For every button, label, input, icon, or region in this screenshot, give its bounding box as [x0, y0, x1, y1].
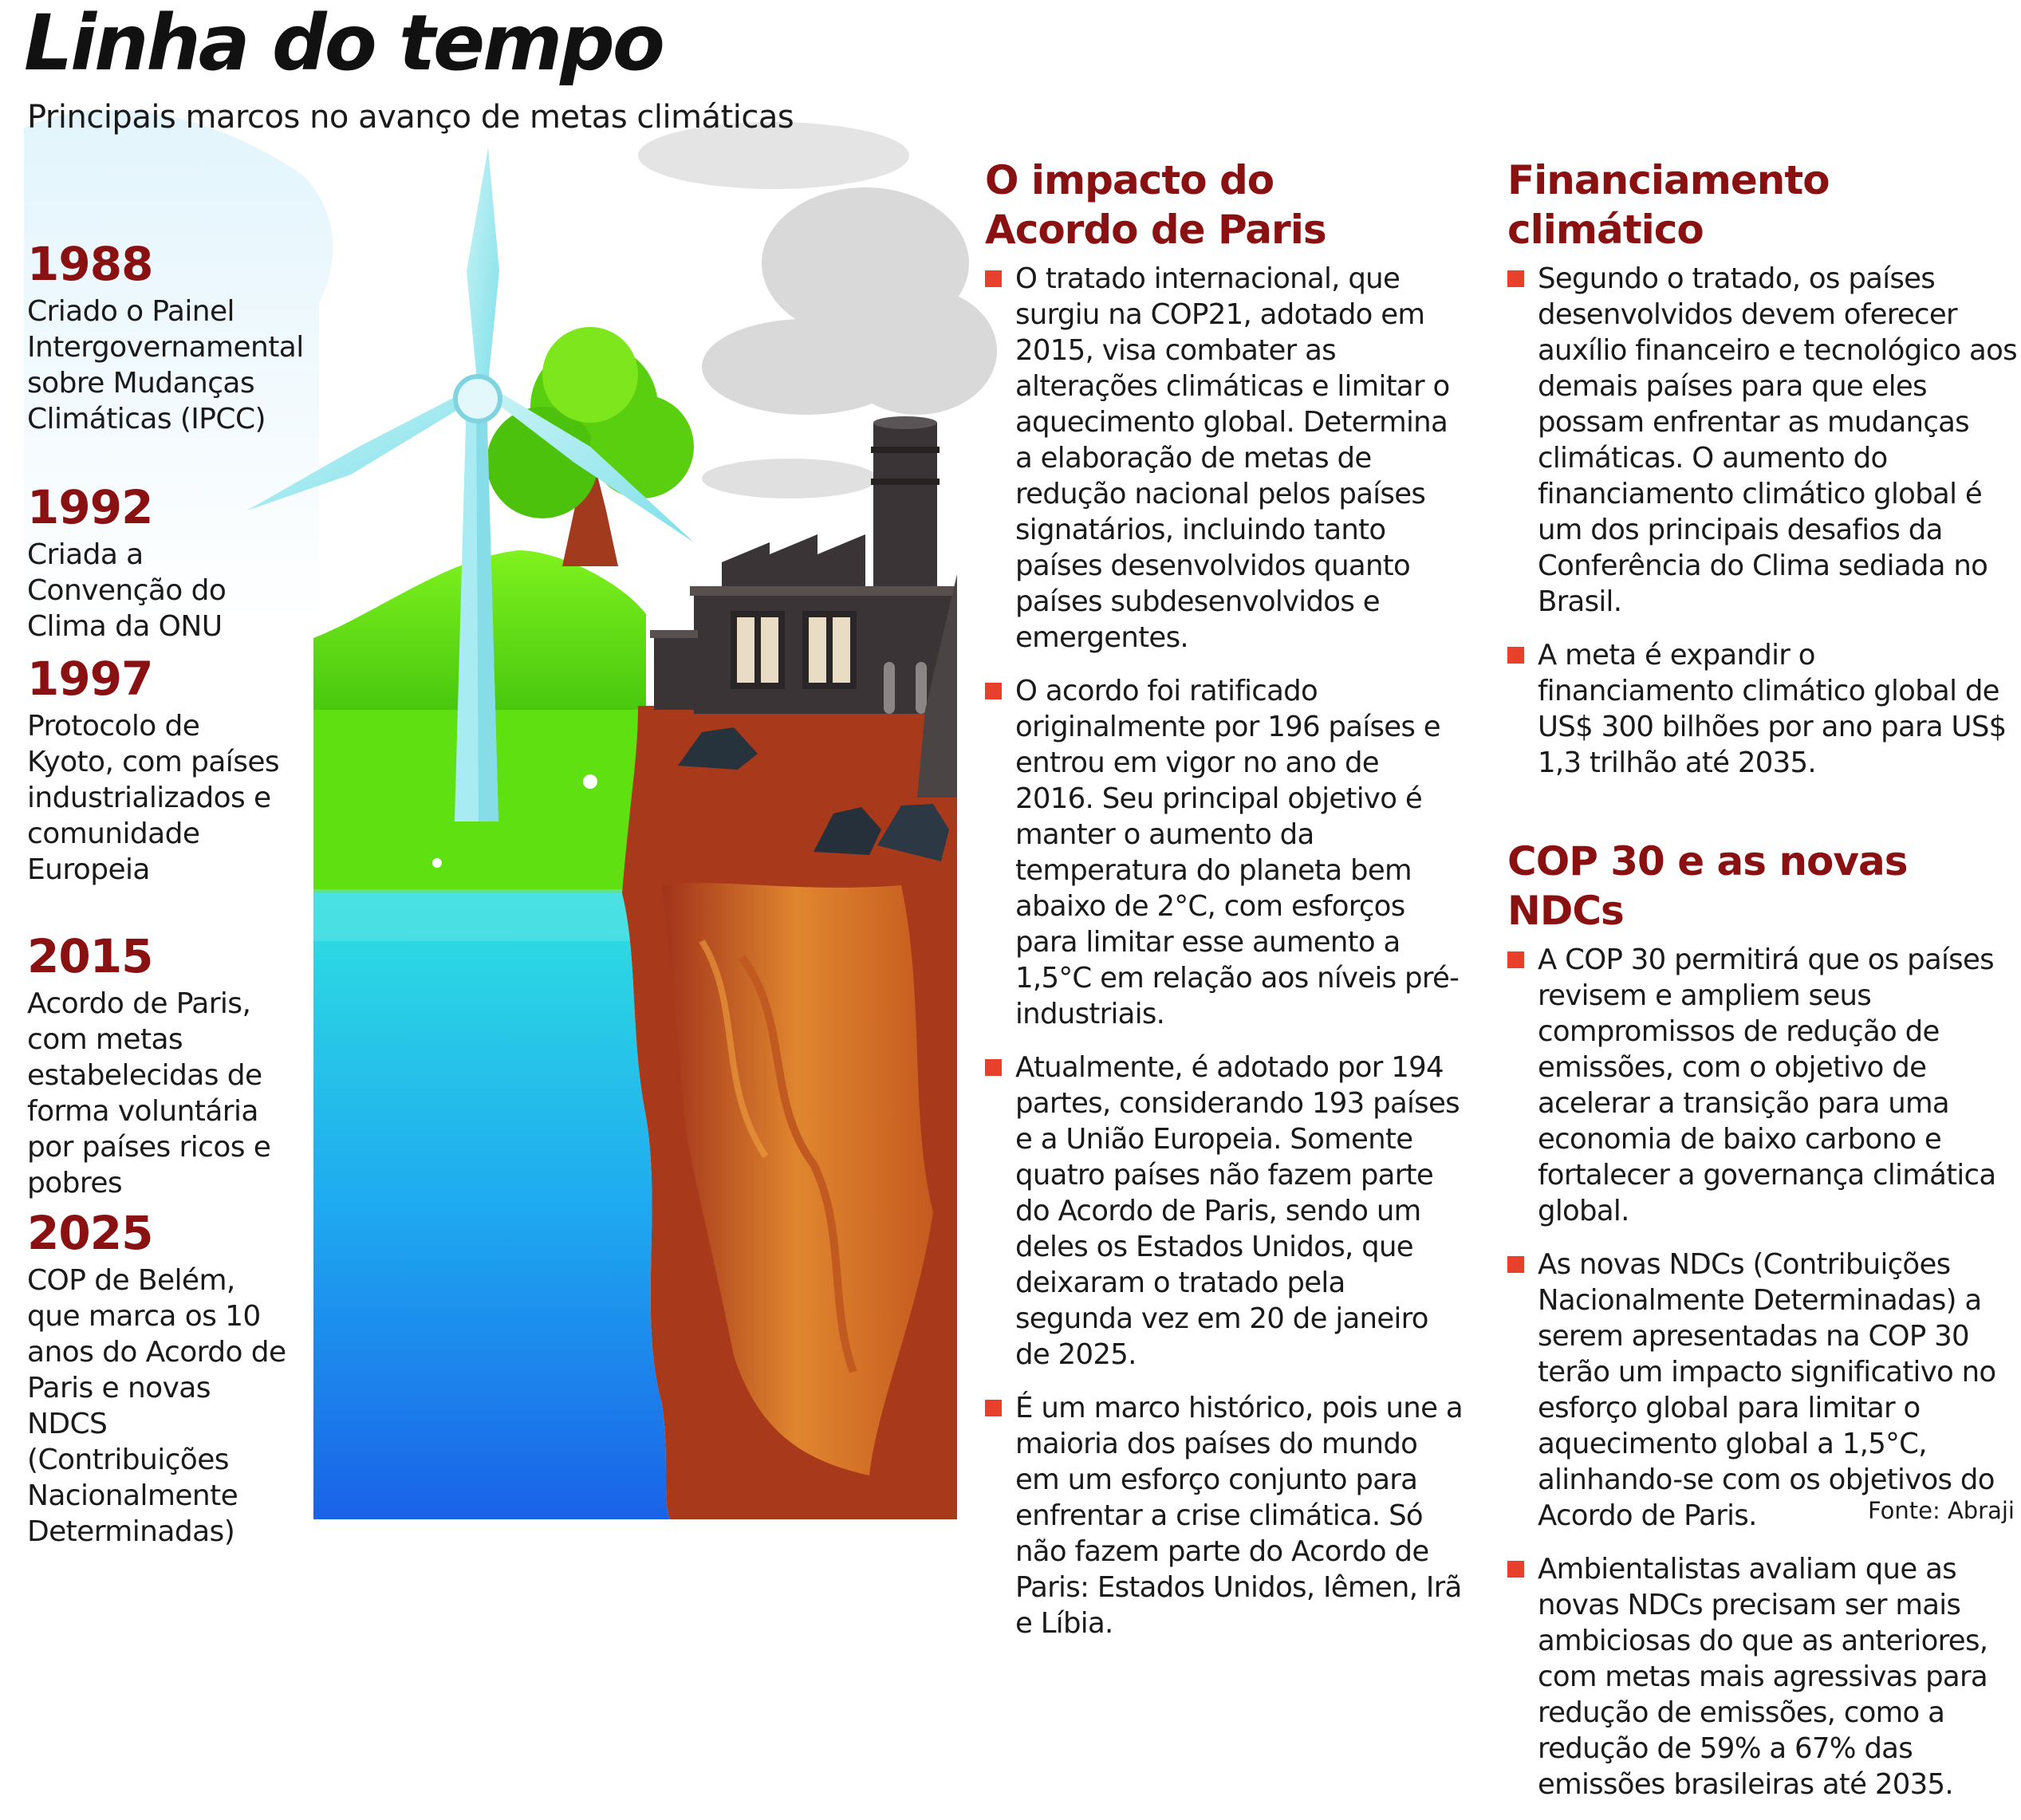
bullet-square-icon: [985, 1059, 1002, 1076]
bullet-item: [1507, 1551, 2018, 1802]
timeline-text: Acordo de Paris, com metas estabelecidas de forma voluntária por países ricos e pobres: [27, 987, 271, 1200]
timeline-text: COP de Belém, que marca os 10 anos do Acordo de Paris e novas NDCS (Contribuições Nacionalmente Determinadas): [27, 1263, 286, 1548]
bullet-item: [985, 261, 1464, 656]
bullet-text: As novas NDCs (Contribuições Nacionalmente Determinadas) a serem apresentadas na COP 30 terão um impacto significativo no esforço global para limitar o aquecimento global a 1,5°C, alinhando-se com os objetivos do Acordo de Paris.: [1538, 1248, 1996, 1532]
section-spacer: [1507, 798, 2018, 837]
timeline-text: Criado o Painel Intergovernamental sobre Mudanças Climáticas (IPCC): [27, 294, 304, 435]
bullet-text: O tratado internacional, que surgiu na COP21, adotado em 2015, visa combater as alterações climáticas e limitar o aquecimento global. Determina a elaboração de metas de redução nacional pelos países signatários, incluindo tanto países desenvolvidos quanto países subdesenvolvidos e emergentes.: [1015, 262, 1450, 654]
finance-section: [1507, 156, 2018, 1820]
page-title: Linha do tempo: [24, 0, 663, 88]
section-title: O impacto do Acordo de Paris: [985, 157, 1326, 253]
bullet-item: [985, 673, 1464, 1032]
timeline-item: [27, 929, 314, 1201]
bullet-square-icon: [985, 270, 1002, 287]
impact-section: [985, 156, 1464, 1659]
timeline-year: 1992: [27, 480, 153, 534]
bullet-square-icon: [985, 1400, 1002, 1416]
bullet-item: [1507, 261, 2018, 620]
section-title: Financiamento climático: [1507, 157, 1830, 253]
bullet-square-icon: [1507, 951, 1524, 968]
timeline-item: [27, 480, 314, 644]
bullet-item: [985, 1390, 1464, 1641]
timeline-item: [27, 239, 314, 437]
bullet-text: É um marco histórico, pois une a maioria dos países do mundo em um esforço conjunto para enfrentar a crise climática. Só não fazem parte do Acordo de Paris: Estados Unidos, Iêmen, Irã e Líbia.: [1015, 1392, 1463, 1640]
timeline-year: 2015: [27, 929, 153, 983]
bullet-square-icon: [985, 683, 1002, 699]
bullet-text: Segundo o tratado, os países desenvolvidos devem oferecer auxílio financeiro e tecnológico aos demais países para que eles possam enfrentar as mudanças climáticas. O aumento do financiamento climático global é um dos principais desafios da Conferência do Clima sediada no Brasil.: [1538, 262, 2017, 618]
bullet-square-icon: [1507, 1561, 1524, 1578]
timeline-year: 1997: [27, 652, 153, 706]
timeline-item: [27, 1208, 314, 1550]
bullet-text: O acordo foi ratificado originalmente por 196 países e entrou em vigor no ano de 2016. Seu principal objetivo é manter o aumento da temperatura do planeta bem abaixo de 2°C, com esforços para limitar esse aumento a 1,5°C em relação aos níveis pré-industriais.: [1015, 675, 1460, 1030]
bullet-item: [1507, 1247, 2018, 1534]
bullet-item: [1507, 942, 2018, 1229]
timeline-text: Protocolo de Kyoto, com países industrializados e comunidade Europeia: [27, 709, 280, 886]
timeline-item: [27, 654, 314, 888]
section-title: COP 30 e as novas NDCs: [1507, 838, 1908, 934]
page-subtitle: Principais marcos no avanço de metas climáticas: [27, 99, 794, 136]
bullet-square-icon: [1507, 270, 1524, 287]
source-credit: Fonte: Abraji: [1867, 1497, 2015, 1524]
bullet-text: Atualmente, é adotado por 194 partes, considerando 193 países e a União Europeia. Somente quatro países não fazem parte do Acordo de Paris, sendo um deles os Estados Unidos, que deixaram o tratado pela segunda vez em 20 de janeiro de 2025.: [1015, 1051, 1460, 1371]
bullet-text: A meta é expandir o financiamento climático global de US$ 300 bilhões por ano para US$ 1,3 trilhão até 2035.: [1538, 639, 2007, 779]
bullet-item: [1507, 637, 2018, 781]
bullet-item: [985, 1050, 1464, 1373]
timeline-year: 2025: [27, 1206, 153, 1260]
bullet-square-icon: [1507, 647, 1524, 664]
timeline-text: Criada a Convenção do Clima da ONU: [27, 538, 227, 643]
bullet-text: Ambientalistas avaliam que as novas NDCs precisam ser mais ambiciosas do que as anteriores, com metas mais agressivas para redução de emissões, como a redução de 59% a 67% das emissões brasileiras até 2035.: [1538, 1553, 1988, 1801]
bullet-square-icon: [1507, 1256, 1524, 1273]
timeline-year: 1988: [27, 237, 153, 291]
bullet-text: A COP 30 permitirá que os países revisem e ampliem seus compromissos de redução de emissões, com o objetivo de acelerar a transição para uma economia de baixo carbono e fortalecer a governança climática global.: [1538, 943, 1996, 1227]
